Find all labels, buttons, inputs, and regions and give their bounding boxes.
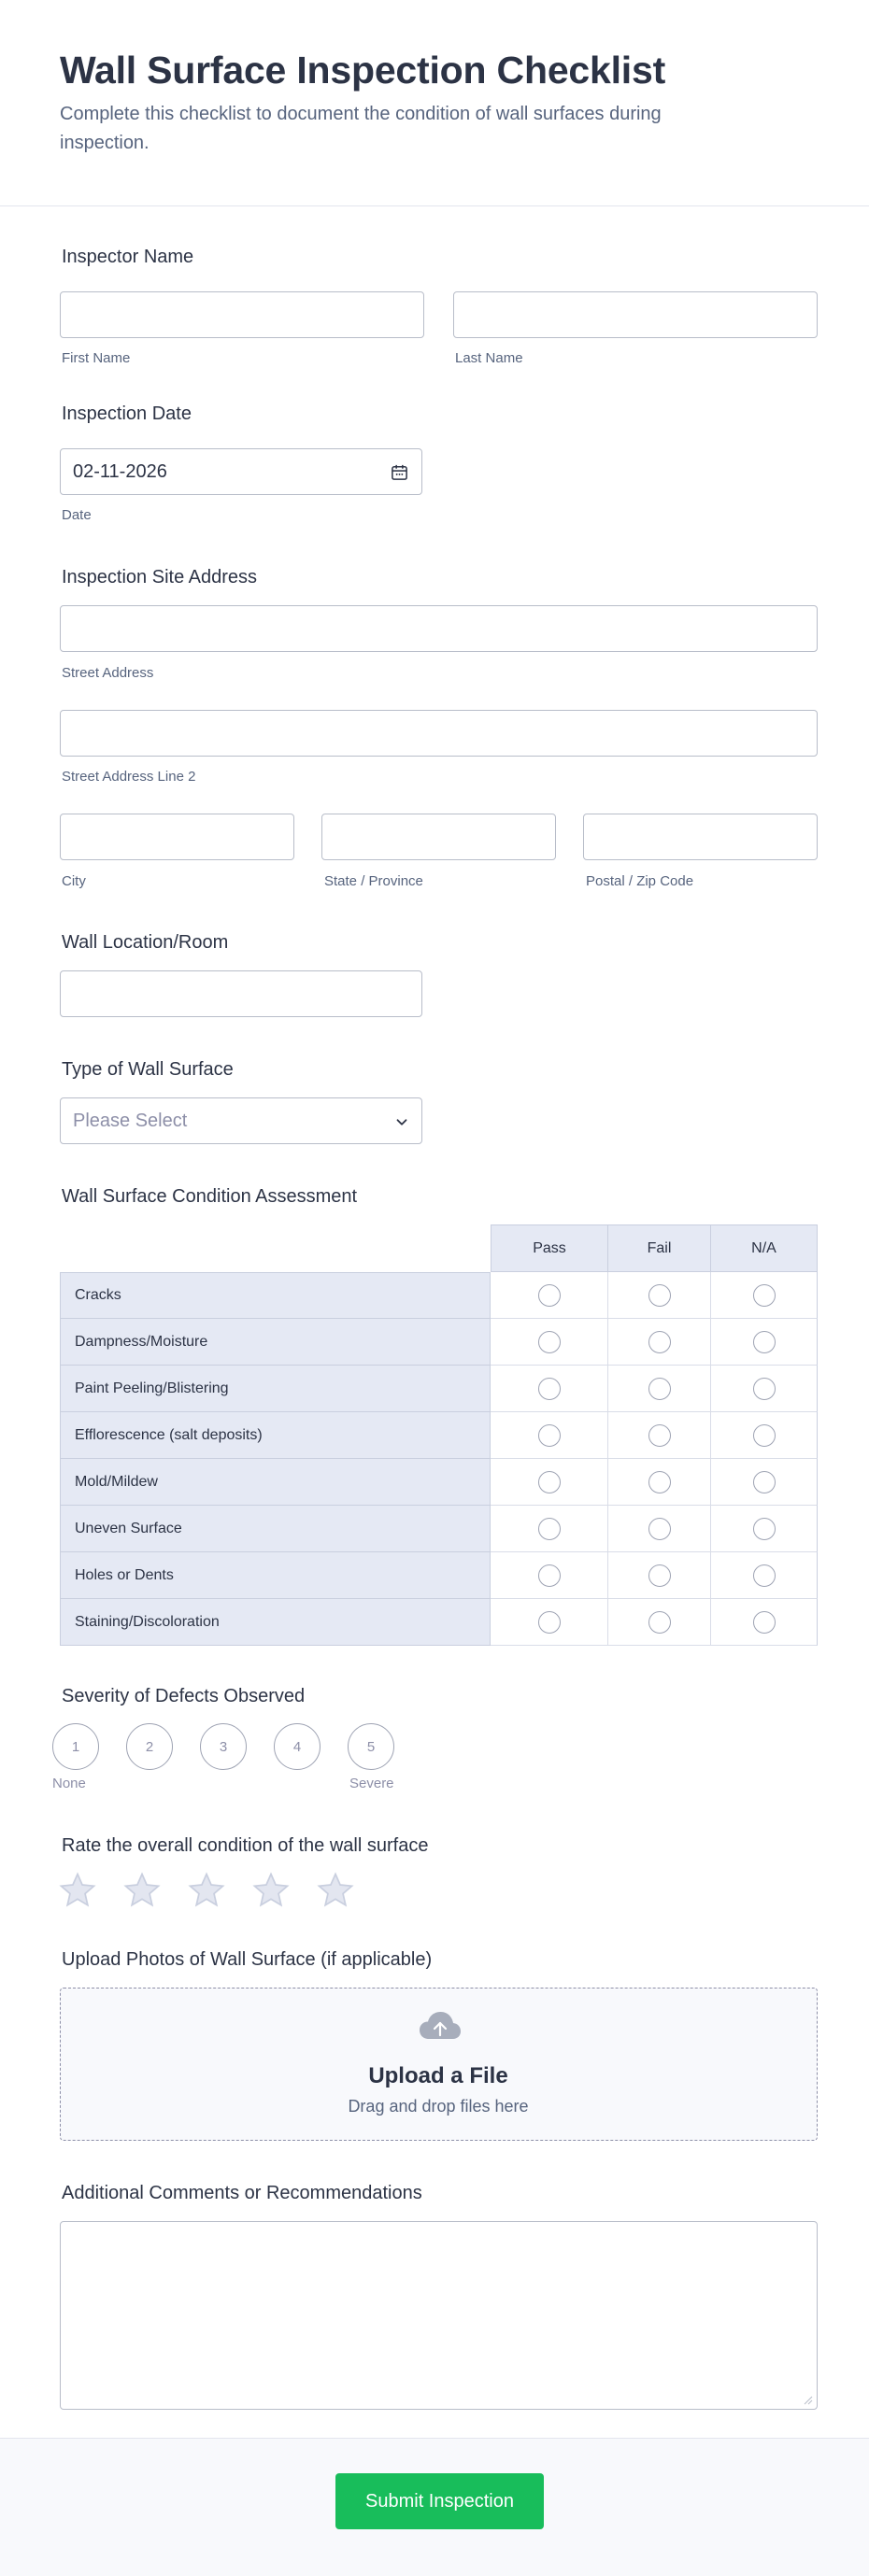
radio-mold-fail[interactable] — [648, 1471, 671, 1493]
radio-holes-pass[interactable] — [538, 1564, 561, 1587]
wall-location-label: Wall Location/Room — [62, 932, 229, 953]
wall-location-input[interactable] — [60, 970, 422, 1017]
street-address-input[interactable] — [60, 605, 818, 652]
state-input[interactable] — [321, 814, 556, 860]
matrix-col-pass: Pass — [491, 1224, 608, 1272]
matrix-col-na: N/A — [710, 1224, 818, 1272]
inspector-name-label: Inspector Name — [62, 247, 194, 267]
form-title: Wall Surface Inspection Checklist — [60, 49, 666, 92]
severity-option-5[interactable]: 5 — [348, 1723, 394, 1770]
radio-peeling-pass[interactable] — [538, 1378, 561, 1400]
radio-mold-na[interactable] — [753, 1471, 776, 1493]
cloud-upload-icon — [418, 2009, 463, 2043]
resize-handle-icon[interactable] — [802, 2394, 813, 2405]
matrix-row-label: Paint Peeling/Blistering — [60, 1366, 491, 1412]
file-upload-dropzone[interactable] — [60, 1988, 818, 2141]
star-icon[interactable] — [187, 1871, 226, 1910]
radio-peeling-na[interactable] — [753, 1378, 776, 1400]
radio-uneven-fail[interactable] — [648, 1518, 671, 1540]
matrix-row-label: Efflorescence (salt deposits) — [60, 1412, 491, 1459]
star-icon[interactable] — [251, 1871, 291, 1910]
severity-max-label: Severe — [349, 1776, 394, 1791]
matrix-row-label: Mold/Mildew — [60, 1459, 491, 1506]
star-icon[interactable] — [316, 1871, 355, 1910]
matrix-row-label: Uneven Surface — [60, 1506, 491, 1552]
severity-option-1[interactable]: 1 — [52, 1723, 99, 1770]
first-name-input[interactable] — [60, 291, 424, 338]
radio-peeling-fail[interactable] — [648, 1378, 671, 1400]
condition-label: Wall Surface Condition Assessment — [62, 1186, 358, 1207]
severity-label: Severity of Defects Observed — [62, 1686, 306, 1706]
upload-label: Upload Photos of Wall Surface (if applicable) — [62, 1949, 433, 1970]
state-sublabel: State / Province — [324, 873, 423, 889]
radio-efflorescence-pass[interactable] — [538, 1424, 561, 1447]
inspection-date-input[interactable] — [60, 448, 422, 495]
severity-min-label: None — [52, 1776, 86, 1791]
form-subtitle: Complete this checklist to document the condition of wall surfaces during inspection. — [60, 104, 662, 153]
comments-label: Additional Comments or Recommendations — [62, 2183, 422, 2203]
last-name-sublabel: Last Name — [455, 350, 523, 366]
radio-staining-na[interactable] — [753, 1611, 776, 1634]
radio-staining-fail[interactable] — [648, 1611, 671, 1634]
inspection-date-label: Inspection Date — [62, 403, 192, 424]
star-icon[interactable] — [58, 1871, 97, 1910]
radio-uneven-na[interactable] — [753, 1518, 776, 1540]
upload-title: Upload a File — [368, 2063, 508, 2088]
calendar-icon[interactable] — [391, 463, 408, 481]
form-footer — [0, 2438, 869, 2576]
radio-cracks-na[interactable] — [753, 1284, 776, 1307]
wall-type-select[interactable] — [60, 1097, 422, 1144]
street-address-line2-sublabel: Street Address Line 2 — [62, 769, 196, 785]
matrix-row-label: Dampness/Moisture — [60, 1319, 491, 1366]
radio-holes-na[interactable] — [753, 1564, 776, 1587]
inspection-date-value: 02-11-2026 — [73, 461, 167, 482]
wall-type-label: Type of Wall Surface — [62, 1059, 234, 1080]
chevron-down-icon — [393, 1113, 410, 1130]
address-label: Inspection Site Address — [62, 567, 258, 587]
radio-mold-pass[interactable] — [538, 1471, 561, 1493]
matrix-row-label: Holes or Dents — [60, 1552, 491, 1599]
radio-efflorescence-fail[interactable] — [648, 1424, 671, 1447]
rating-label: Rate the overall condition of the wall surface — [62, 1835, 429, 1856]
radio-holes-fail[interactable] — [648, 1564, 671, 1587]
severity-option-4[interactable]: 4 — [274, 1723, 321, 1770]
street-address-sublabel: Street Address — [62, 665, 154, 681]
first-name-sublabel: First Name — [62, 350, 131, 366]
matrix-row-label: Staining/Discoloration — [60, 1599, 491, 1646]
submit-button[interactable]: Submit Inspection — [335, 2473, 544, 2529]
radio-uneven-pass[interactable] — [538, 1518, 561, 1540]
wall-type-placeholder: Please Select — [73, 1111, 188, 1131]
radio-dampness-pass[interactable] — [538, 1331, 561, 1353]
star-icon[interactable] — [122, 1871, 162, 1910]
radio-efflorescence-na[interactable] — [753, 1424, 776, 1447]
city-sublabel: City — [62, 873, 86, 889]
postal-code-input[interactable] — [583, 814, 818, 860]
radio-cracks-fail[interactable] — [648, 1284, 671, 1307]
postal-code-sublabel: Postal / Zip Code — [586, 873, 694, 889]
city-input[interactable] — [60, 814, 294, 860]
form-header — [0, 0, 869, 206]
matrix-row-label: Cracks — [60, 1272, 491, 1319]
radio-dampness-na[interactable] — [753, 1331, 776, 1353]
date-sublabel: Date — [62, 507, 92, 523]
matrix-col-fail: Fail — [607, 1224, 711, 1272]
last-name-input[interactable] — [453, 291, 818, 338]
severity-option-2[interactable]: 2 — [126, 1723, 173, 1770]
comments-textarea[interactable] — [60, 2221, 818, 2410]
severity-option-3[interactable]: 3 — [200, 1723, 247, 1770]
radio-cracks-pass[interactable] — [538, 1284, 561, 1307]
radio-dampness-fail[interactable] — [648, 1331, 671, 1353]
radio-staining-pass[interactable] — [538, 1611, 561, 1634]
street-address-line2-input[interactable] — [60, 710, 818, 757]
upload-subtitle: Drag and drop files here — [348, 2097, 529, 2116]
